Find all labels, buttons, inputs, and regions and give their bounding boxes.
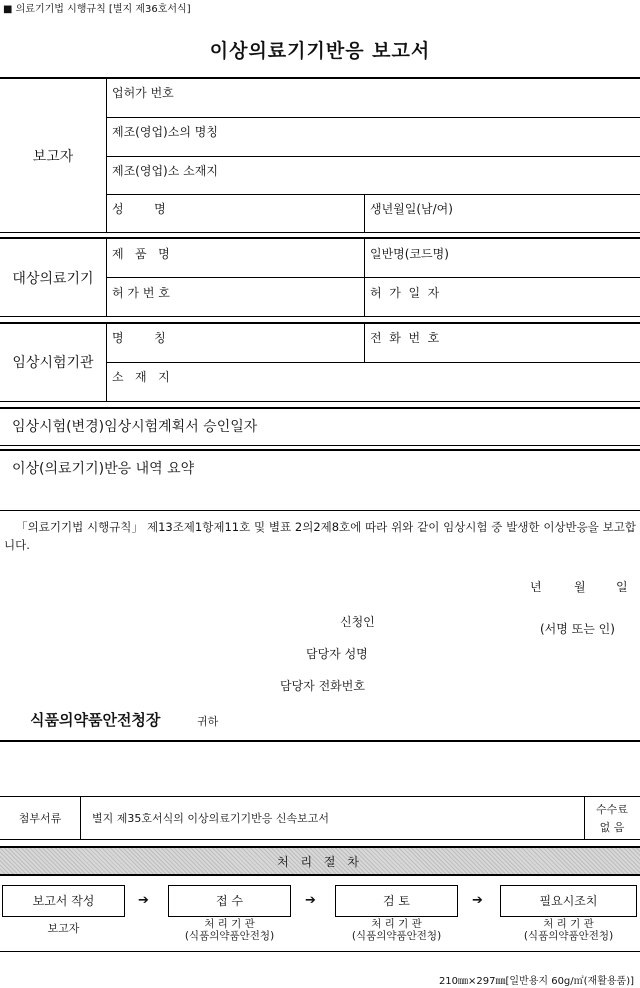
staff-phone-label: 담당자 전화번호 bbox=[280, 679, 365, 693]
approval-date-field[interactable]: 임상시험(변경)임상시험계획서 승인일자 bbox=[12, 419, 258, 435]
clinical-site-section-label: 임상시험기관 bbox=[12, 355, 94, 371]
process-step-action: 필요시조치 bbox=[500, 885, 637, 917]
reporter-section-label: 보고자 bbox=[32, 149, 74, 165]
row-divider bbox=[106, 156, 640, 157]
section-divider bbox=[0, 232, 640, 233]
birth-gender-field[interactable]: 생년월일(남/여) bbox=[370, 202, 453, 216]
process-actor: 보고자 bbox=[47, 922, 80, 935]
clinical-site-name-field[interactable]: 명 칭 bbox=[112, 331, 166, 345]
page-bottom-rule bbox=[0, 951, 640, 952]
process-step-review: 검 토 bbox=[335, 885, 458, 917]
section-divider bbox=[0, 407, 640, 409]
row-divider bbox=[106, 194, 640, 195]
manufacturer-address-field[interactable]: 제조(영업)소 소재지 bbox=[112, 164, 218, 178]
applicant-label: 신청인 bbox=[340, 615, 375, 629]
section-divider bbox=[0, 401, 640, 402]
table-top-border bbox=[0, 796, 640, 797]
reporter-name-field[interactable]: 성 명 bbox=[112, 202, 166, 216]
process-actor: 처 리 기 관 bbox=[371, 918, 422, 930]
event-summary-field[interactable]: 이상(의료기기)반응 내역 요약 bbox=[12, 461, 195, 477]
section-divider bbox=[0, 510, 640, 511]
process-actor-sub: (식품의약품안전청) bbox=[351, 930, 442, 942]
process-actor: 처 리 기 관 bbox=[204, 918, 255, 930]
fee-value: 없 음 bbox=[599, 821, 625, 834]
row-divider bbox=[106, 277, 640, 278]
arrow-icon: ➔ bbox=[305, 893, 316, 908]
row-divider bbox=[106, 362, 640, 363]
paper-spec: 210㎜×297㎜[일반용지 60g/㎡(재활용품)] bbox=[438, 976, 634, 987]
form-number-label: ■ 의료기기법 시행규칙 [별지 제36호서식] bbox=[3, 4, 191, 15]
section-divider bbox=[0, 237, 640, 239]
date-day-label: 일 bbox=[616, 580, 628, 594]
product-name-field[interactable]: 제 품 명 bbox=[112, 247, 170, 261]
attachment-label: 첨부서류 bbox=[18, 812, 62, 825]
process-header: 처 리 절 차 bbox=[0, 846, 640, 876]
manufacturer-name-field[interactable]: 제조(영업)소의 명칭 bbox=[112, 125, 218, 139]
declaration-text: 「의료기기법 시행규칙」 제13조제1항제11호 및 별표 2의2제8호에 따라 위와 같이 임상시험 중 발생한 이상반응을 보고합니다. bbox=[4, 520, 636, 552]
process-step-write-report: 보고서 작성 bbox=[2, 885, 125, 917]
arrow-icon: ➔ bbox=[472, 893, 483, 908]
date-year-label: 년 bbox=[530, 580, 542, 594]
staff-name-label: 담당자 성명 bbox=[306, 647, 368, 661]
row-divider bbox=[106, 117, 640, 118]
arrow-icon: ➔ bbox=[138, 893, 149, 908]
device-license-no-field[interactable]: 허 가 번 호 bbox=[112, 286, 170, 300]
date-month-label: 월 bbox=[574, 580, 586, 594]
signature-label: (서명 또는 인) bbox=[540, 622, 615, 636]
section-divider bbox=[0, 740, 640, 742]
attachment-content: 별지 제35호서식의 이상의료기기반응 신속보고서 bbox=[92, 812, 330, 825]
section-divider bbox=[0, 316, 640, 317]
device-license-date-field[interactable]: 허 가 일 자 bbox=[370, 286, 440, 300]
device-section-label: 대상의료기기 bbox=[12, 271, 94, 287]
process-actor: 처 리 기 관 bbox=[543, 918, 594, 930]
process-actor-sub: (식품의약품안전청) bbox=[184, 930, 275, 942]
general-name-field[interactable]: 일반명(코드명) bbox=[370, 247, 449, 261]
section-divider bbox=[0, 77, 640, 79]
recipient-suffix: 귀하 bbox=[197, 715, 219, 728]
section-divider bbox=[0, 445, 640, 446]
table-bottom-border bbox=[0, 839, 640, 840]
column-divider bbox=[364, 194, 365, 232]
recipient-org: 식품의약품안전청장 bbox=[30, 711, 161, 729]
page-title: 이상의료기기반응 보고서 bbox=[209, 40, 431, 62]
license-no-field[interactable]: 업허가 번호 bbox=[112, 86, 174, 100]
process-actor-sub: (식품의약품안전청) bbox=[523, 930, 614, 942]
column-divider bbox=[364, 323, 365, 362]
process-step-receipt: 접 수 bbox=[168, 885, 291, 917]
column-divider bbox=[80, 797, 81, 839]
column-divider bbox=[106, 78, 107, 232]
fee-label: 수수료 bbox=[596, 803, 628, 816]
clinical-site-address-field[interactable]: 소 재 지 bbox=[112, 370, 170, 384]
section-divider bbox=[0, 449, 640, 451]
clinical-site-phone-field[interactable]: 전 화 번 호 bbox=[370, 331, 440, 345]
section-divider bbox=[0, 322, 640, 324]
